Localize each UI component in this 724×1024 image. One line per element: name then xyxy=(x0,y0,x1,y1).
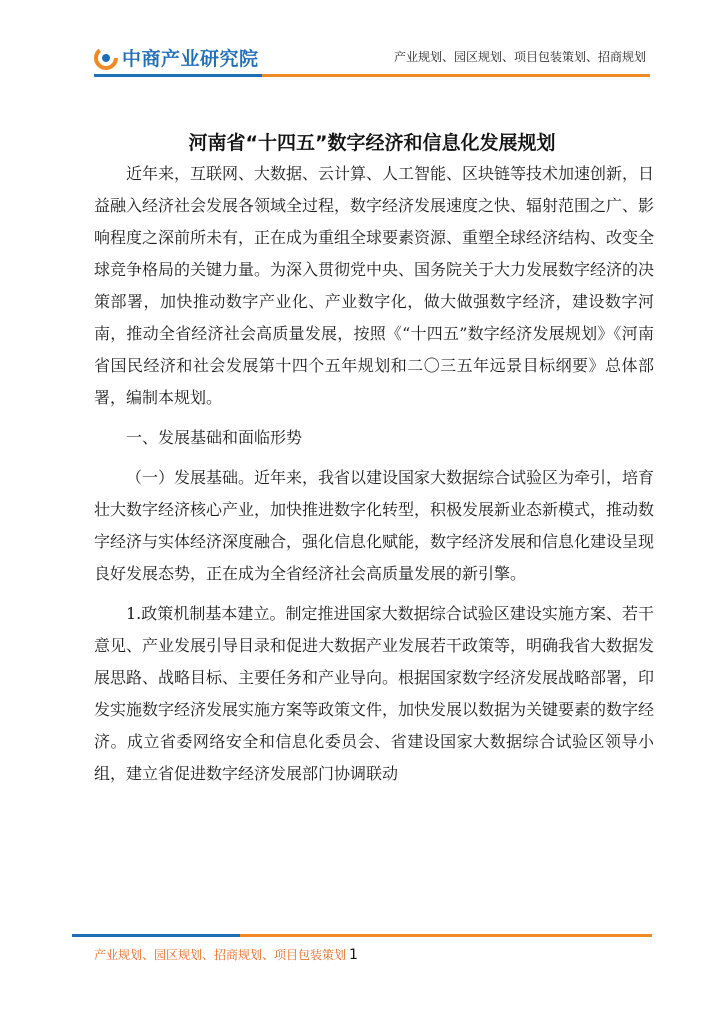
spacer xyxy=(94,414,654,422)
header-rule-blue xyxy=(94,74,262,77)
header-tagline: 产业规划、园区规划、项目包装策划、招商规划 xyxy=(393,50,646,64)
page-number: 1 xyxy=(349,947,358,963)
intro-paragraph: 近年来，互联网、大数据、云计算、人工智能、区块链等技术加速创新，日益融入经济社会发展各领域全过程，数字经济发展速度之快、辐射范围之广、影响程度之深前所未有，正在成为重组全球要素资源、重塑全球经济结构、改变全球竞争格局的关键力量。为深入贯彻党中央、国务院关于大力发展数字经济的决策部署，加快推动数字产业化、产业数字化，做大做强数字经济，建设数字河南，推动全省经济社会高质量发展，按照《“十四五”数字经济发展规划》《河南省国民经济和社会发展第十四个五年规划和二〇三五年远景目标纲要》总体部署，编制本规划。 xyxy=(94,164,655,407)
footer-text: 产业规划、园区规划、招商规划、项目包装策划 xyxy=(94,948,347,962)
document-title: 河南省“十四五”数字经济和信息化发展规划 xyxy=(188,132,556,154)
footer-rule-orange xyxy=(240,934,652,937)
point-paragraph: 1.政策机制基本建立。制定推进国家大数据综合试验区建设实施方案、若干意见、产业发展引导目录和促进大数据产业发展若干政策等，明确我省大数据发展思路、战略目标、主要任务和产业导向。根据国家数字经济发展战略部署，印发实施数字经济发展实施方案等政策文件，加快发展以数据为关键要素的数字经济。成立省委网络安全和信息化委员会、省建设国家大数据综合试验区领导小组，建立省促进数字经济发展部门协调联动 xyxy=(94,604,655,783)
company-logo[interactable] xyxy=(94,44,259,71)
page-footer xyxy=(94,946,358,963)
subsection-paragraph: （一）发展基础。近年来，我省以建设国家大数据综合试验区为牵引，培育壮大数字经济核心产业，加快推进数字化转型，积极发展新业态新模式，推动数字经济与实体经济深度融合，强化信息化赋能，数字经济发展和信息化建设呈现良好发展态势，正在成为全省经济社会高质量发展的新引擎。 xyxy=(94,468,655,583)
page-header xyxy=(0,0,724,80)
spacer xyxy=(94,454,654,462)
section-heading: 一、发展基础和面临形势 xyxy=(126,428,303,447)
spacer xyxy=(94,590,654,598)
logo-icon xyxy=(94,46,118,70)
document-body xyxy=(94,158,654,790)
logo-text: 中商产业研究院 xyxy=(122,48,259,70)
header-rule-orange xyxy=(262,74,650,77)
footer-rule-blue xyxy=(72,934,240,937)
